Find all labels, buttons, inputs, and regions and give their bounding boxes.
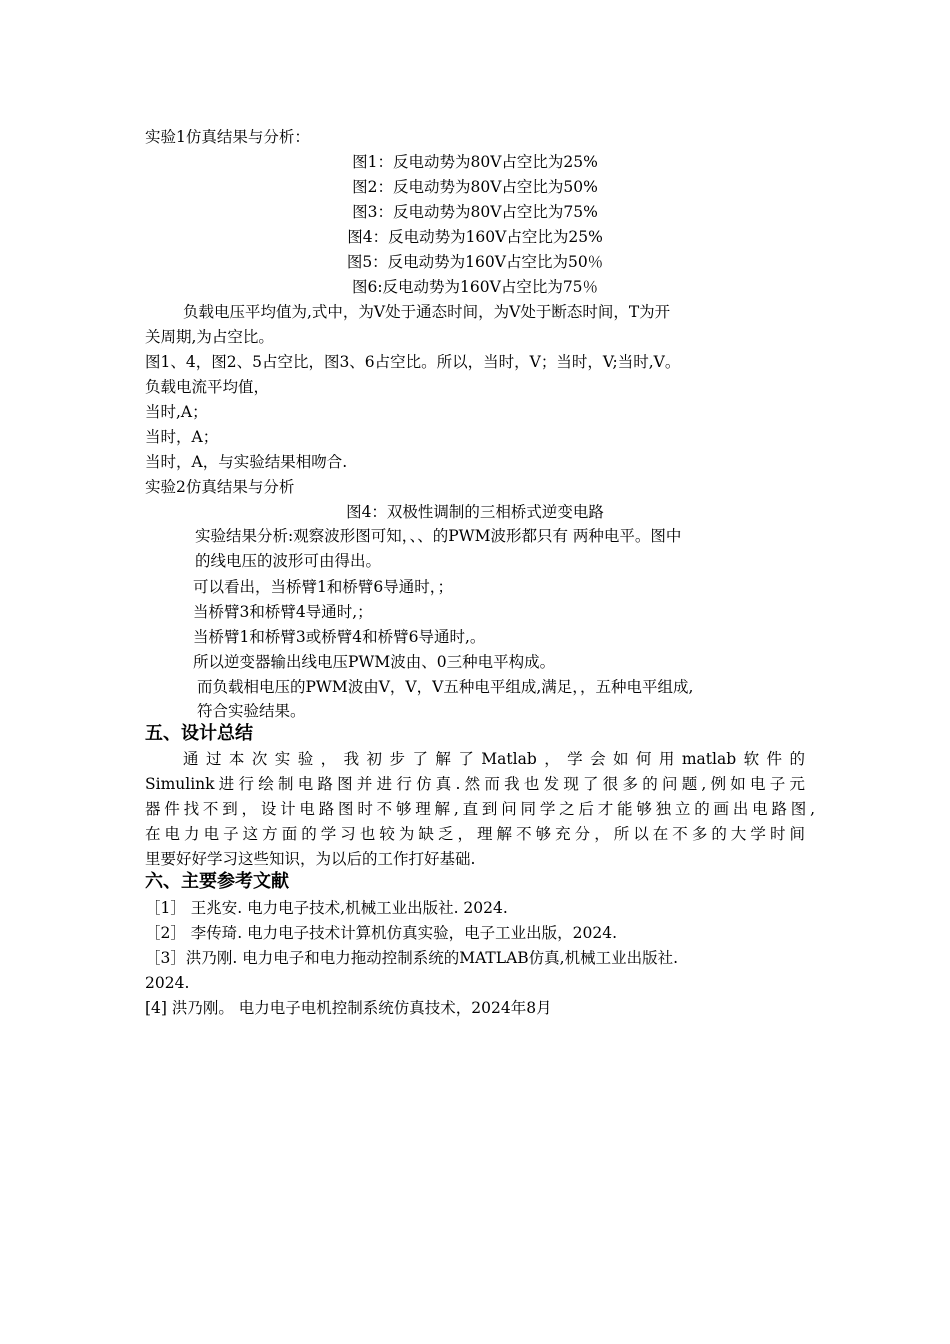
experiment2-heading: 实验2仿真结果与分析 [145,478,295,496]
analysis-line: 当桥臂1和桥臂3或桥臂4和桥臂6导通时,。 [193,628,486,646]
figure-caption: 图2：反电动势为80V占空比为50% [352,178,598,196]
paragraph-line: 当时，A； [145,428,219,446]
analysis-line: 的线电压的波形可由得出。 [195,552,382,570]
summary-line: 里要好好学习这些知识，为以后的工作打好基础. [145,850,476,868]
reference-item: ［1］ 王兆安. 电力电子技术,机械工业出版社. 2024. [145,899,508,917]
section-heading-summary: 五、设计总结 [145,723,253,744]
summary-line: 器件找不到，设计电路图时不够理解,直到问同学之后才能够独立的画出电路图, [145,800,815,818]
analysis-line: 而负载相电压的PWM波由V，V，V五种电平组成,满足，，五种电平组成, [197,678,694,696]
reference-item: ［3］洪乃刚. 电力电子和电力拖动控制系统的MATLAB仿真,机械工业出版社. [145,949,679,967]
paragraph-line: 负载电压平均值为,式中，为V处于通态时间，为V处于断态时间，T为开 [183,303,671,321]
analysis-line: 实验结果分析:观察波形图可知，、、的PWM波形都只有 两种电平。图中 [195,527,682,545]
reference-item: 2024. [145,974,190,992]
analysis-line: 可以看出，当桥臂1和桥臂6导通时，； [193,578,453,596]
figure-caption: 图1：反电动势为80V占空比为25% [352,153,598,171]
reference-item: ［2］ 李传琦. 电力电子技术计算机仿真实验，电子工业出版，2024. [145,924,618,942]
figure-caption: 图5：反电动势为160V占空比为50％ [346,253,604,271]
figure-caption: 图4：双极性调制的三相桥式逆变电路 [346,503,604,521]
figure-caption: 图4：反电动势为160V占空比为25% [347,228,603,246]
summary-line: 通过本次实验，我初步了解了Matlab，学会如何用matlab软件的 [183,750,805,768]
analysis-line: 当桥臂3和桥臂4导通时,； [193,603,373,621]
figure-caption: 图6:反电动势为160V占空比为75％ [351,278,599,296]
paragraph-line: 图1、4，图2、5占空比，图3、6占空比。所以，当时，V；当时，V;当时,V。 [145,353,681,371]
analysis-line: 符合实验结果。 [197,702,306,720]
paragraph-line: 当时,A； [145,403,208,421]
paragraph-line: 负载电流平均值， [145,378,270,396]
section-heading-references: 六、主要参考文献 [145,871,289,892]
analysis-line: 所以逆变器输出线电压PWM波由、0三种电平构成。 [193,653,556,671]
reference-item: [4] 洪乃刚。 电力电子电机控制系统仿真技术，2024年8月 [145,999,552,1017]
experiment1-heading: 实验1仿真结果与分析： [145,128,310,146]
figure-caption: 图3：反电动势为80V占空比为75% [352,203,598,221]
paragraph-line: 关周期,为占空比。 [145,328,274,346]
paragraph-line: 当时，A，与实验结果相吻合. [145,453,348,471]
summary-line: Simulink进行绘制电路图并进行仿真.然而我也发现了很多的问题,例如电子元 [145,775,805,793]
summary-line: 在电力电子这方面的学习也较为缺乏，理解不够充分，所以在不多的大学时间 [145,825,805,843]
